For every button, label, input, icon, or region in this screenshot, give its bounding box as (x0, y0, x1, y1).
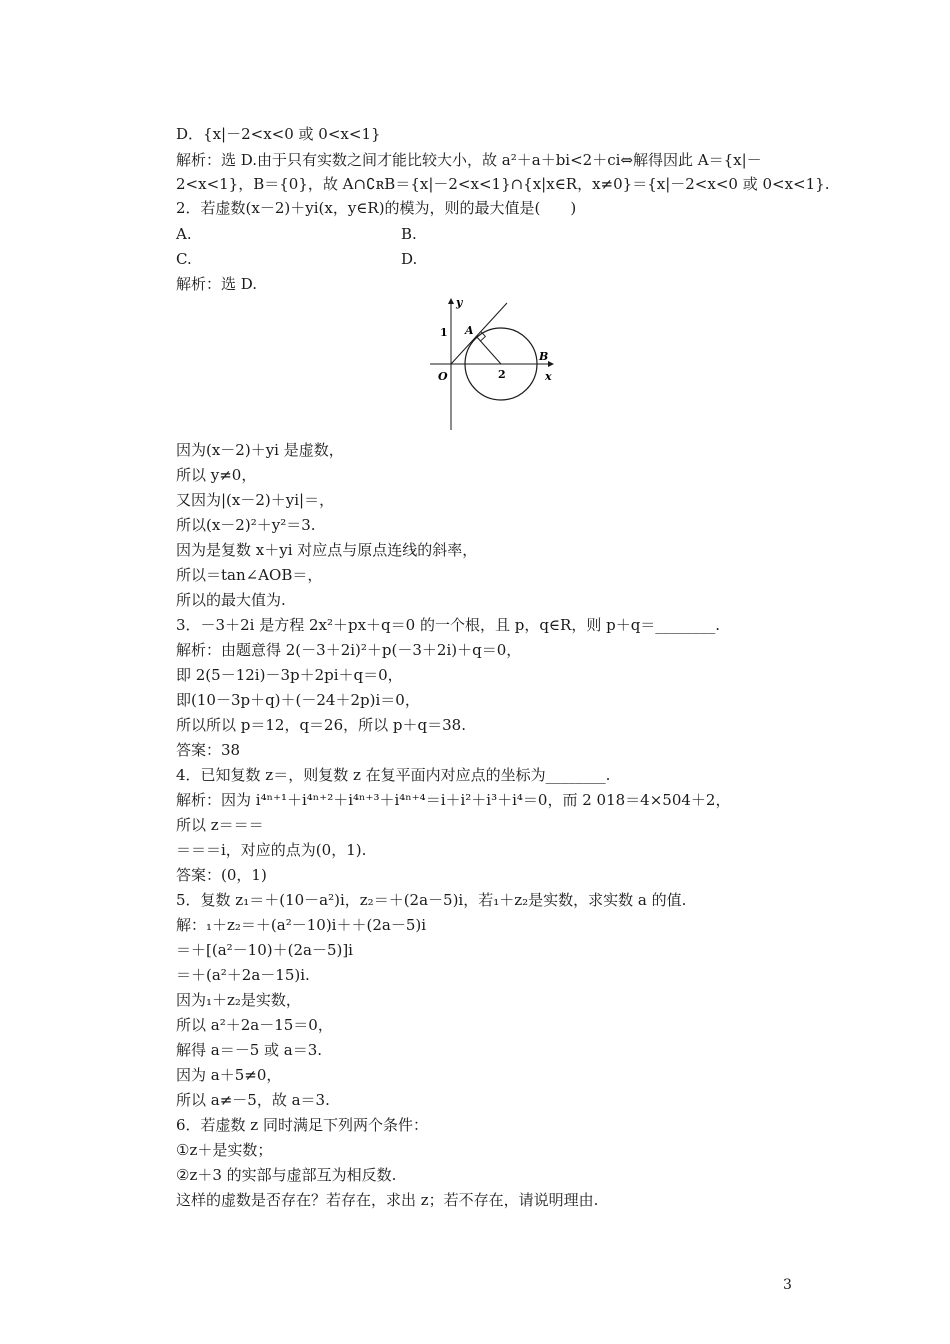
text-line: ＝＋(a²＋2a－15)i. (176, 966, 310, 984)
label-y: y (456, 296, 463, 309)
text-line: 因为是复数 x＋yi 对应点与原点连线的斜率， (176, 541, 478, 559)
text-line: 所以＝tan∠AOB＝， (176, 566, 323, 584)
question-6: 6．若虚数 z 同时满足下列两个条件： (176, 1116, 428, 1134)
answer-line: 答案：38 (176, 741, 241, 759)
text-line: 所以 z＝＝＝ (176, 816, 264, 834)
circle-figure (420, 296, 560, 432)
label-point-a: A (465, 324, 474, 337)
text-line: 解析：由题意得 2(－3＋2i)²＋p(－3＋2i)＋q＝0， (176, 641, 522, 659)
text-line: 所以所以 p＝12，q＝26，所以 p＋q＝38. (176, 716, 466, 734)
text-line: D．{x|－2<x<0 或 0<x<1} (176, 125, 381, 143)
page-number: 3 (783, 1277, 792, 1293)
question-2: 2．若虚数(x－2)＋yi(x，y∈R)的模为，则的最大值是( ) (176, 199, 577, 217)
label-point-b: B (539, 350, 549, 363)
text-line: 解得 a＝－5 或 a＝3. (176, 1041, 323, 1059)
text-line: ＝＝＝i，对应的点为(0，1). (176, 841, 367, 859)
text-line: 解析：选 D. (176, 275, 258, 293)
answer-line: 答案：(0，1) (176, 866, 267, 884)
option-d: D. (401, 250, 418, 268)
question-3: 3．－3＋2i 是方程 2x²＋px＋q＝0 的一个根，且 p，q∈R，则 p＋q＝________. (176, 616, 721, 634)
text-line: ＝＋[(a²－10)＋(2a－5)]i (176, 941, 353, 959)
text-line: 即(10－3p＋q)＋(－24＋2p)i＝0， (176, 691, 420, 709)
text-line: 解：₁＋z₂＝＋(a²－10)i＋＋(2a－5)i (176, 916, 427, 934)
question-4: 4．已知复数 z＝，则复数 z 在复平面内对应点的坐标为________. (176, 766, 611, 784)
label-origin: O (438, 370, 448, 383)
text-line: 所以 y≠0， (176, 466, 257, 484)
text-line: 这样的虚数是否存在？若存在，求出 z；若不存在，请说明理由. (176, 1191, 599, 1209)
text-line: ①z＋是实数； (176, 1141, 273, 1159)
text-line: 因为(x－2)＋yi 是虚数， (176, 441, 344, 459)
option-a: A. (176, 225, 192, 243)
text-line: 2<x<1}，B＝{0}，故 A∩∁ʀB＝{x|－2<x<1}∩{x|x∈R，x≠0}＝{x|－2<x<0 或 0<x<1}. (176, 175, 830, 193)
text-line: 所以的最大值为. (176, 591, 286, 609)
text-line: 又因为|(x－2)＋yi|＝， (176, 491, 335, 509)
option-c: C. (176, 250, 192, 268)
label-x: x (545, 370, 552, 383)
text-line: 即 2(5－12i)－3p＋2pi＋q＝0， (176, 666, 403, 684)
text-line: 所以(x－2)²＋y²＝3. (176, 516, 316, 534)
label-tick-2: 2 (498, 368, 506, 381)
option-b: B. (401, 225, 417, 243)
text-line: ②z＋3 的实部与虚部互为相反数. (176, 1166, 397, 1184)
text-line: 因为 a＋5≠0， (176, 1066, 282, 1084)
text-line: 所以 a≠－5，故 a＝3. (176, 1091, 330, 1109)
text-line: 解析：因为 i⁴ⁿ⁺¹＋i⁴ⁿ⁺²＋i⁴ⁿ⁺³＋i⁴ⁿ⁺⁴＝i＋i²＋i³＋i⁴＝0，而 2 018＝4×504＋2， (176, 791, 731, 809)
radius-line (476, 336, 501, 364)
text-line: 解析：选 D.由于只有实数之间才能比较大小，故 a²＋a＋bi<2＋ci⇔解得因此 A＝{x|－ (176, 151, 762, 169)
tangent-line (451, 303, 507, 364)
text-line: 因为₁＋z₂是实数， (176, 991, 301, 1009)
question-5: 5．复数 z₁＝＋(10－a²)i，z₂＝＋(2a－5)i，若₁＋z₂是实数，求实数 a 的值. (176, 891, 687, 909)
label-tick-1: 1 (440, 326, 448, 339)
text-line: 所以 a²＋2a－15＝0， (176, 1016, 333, 1034)
